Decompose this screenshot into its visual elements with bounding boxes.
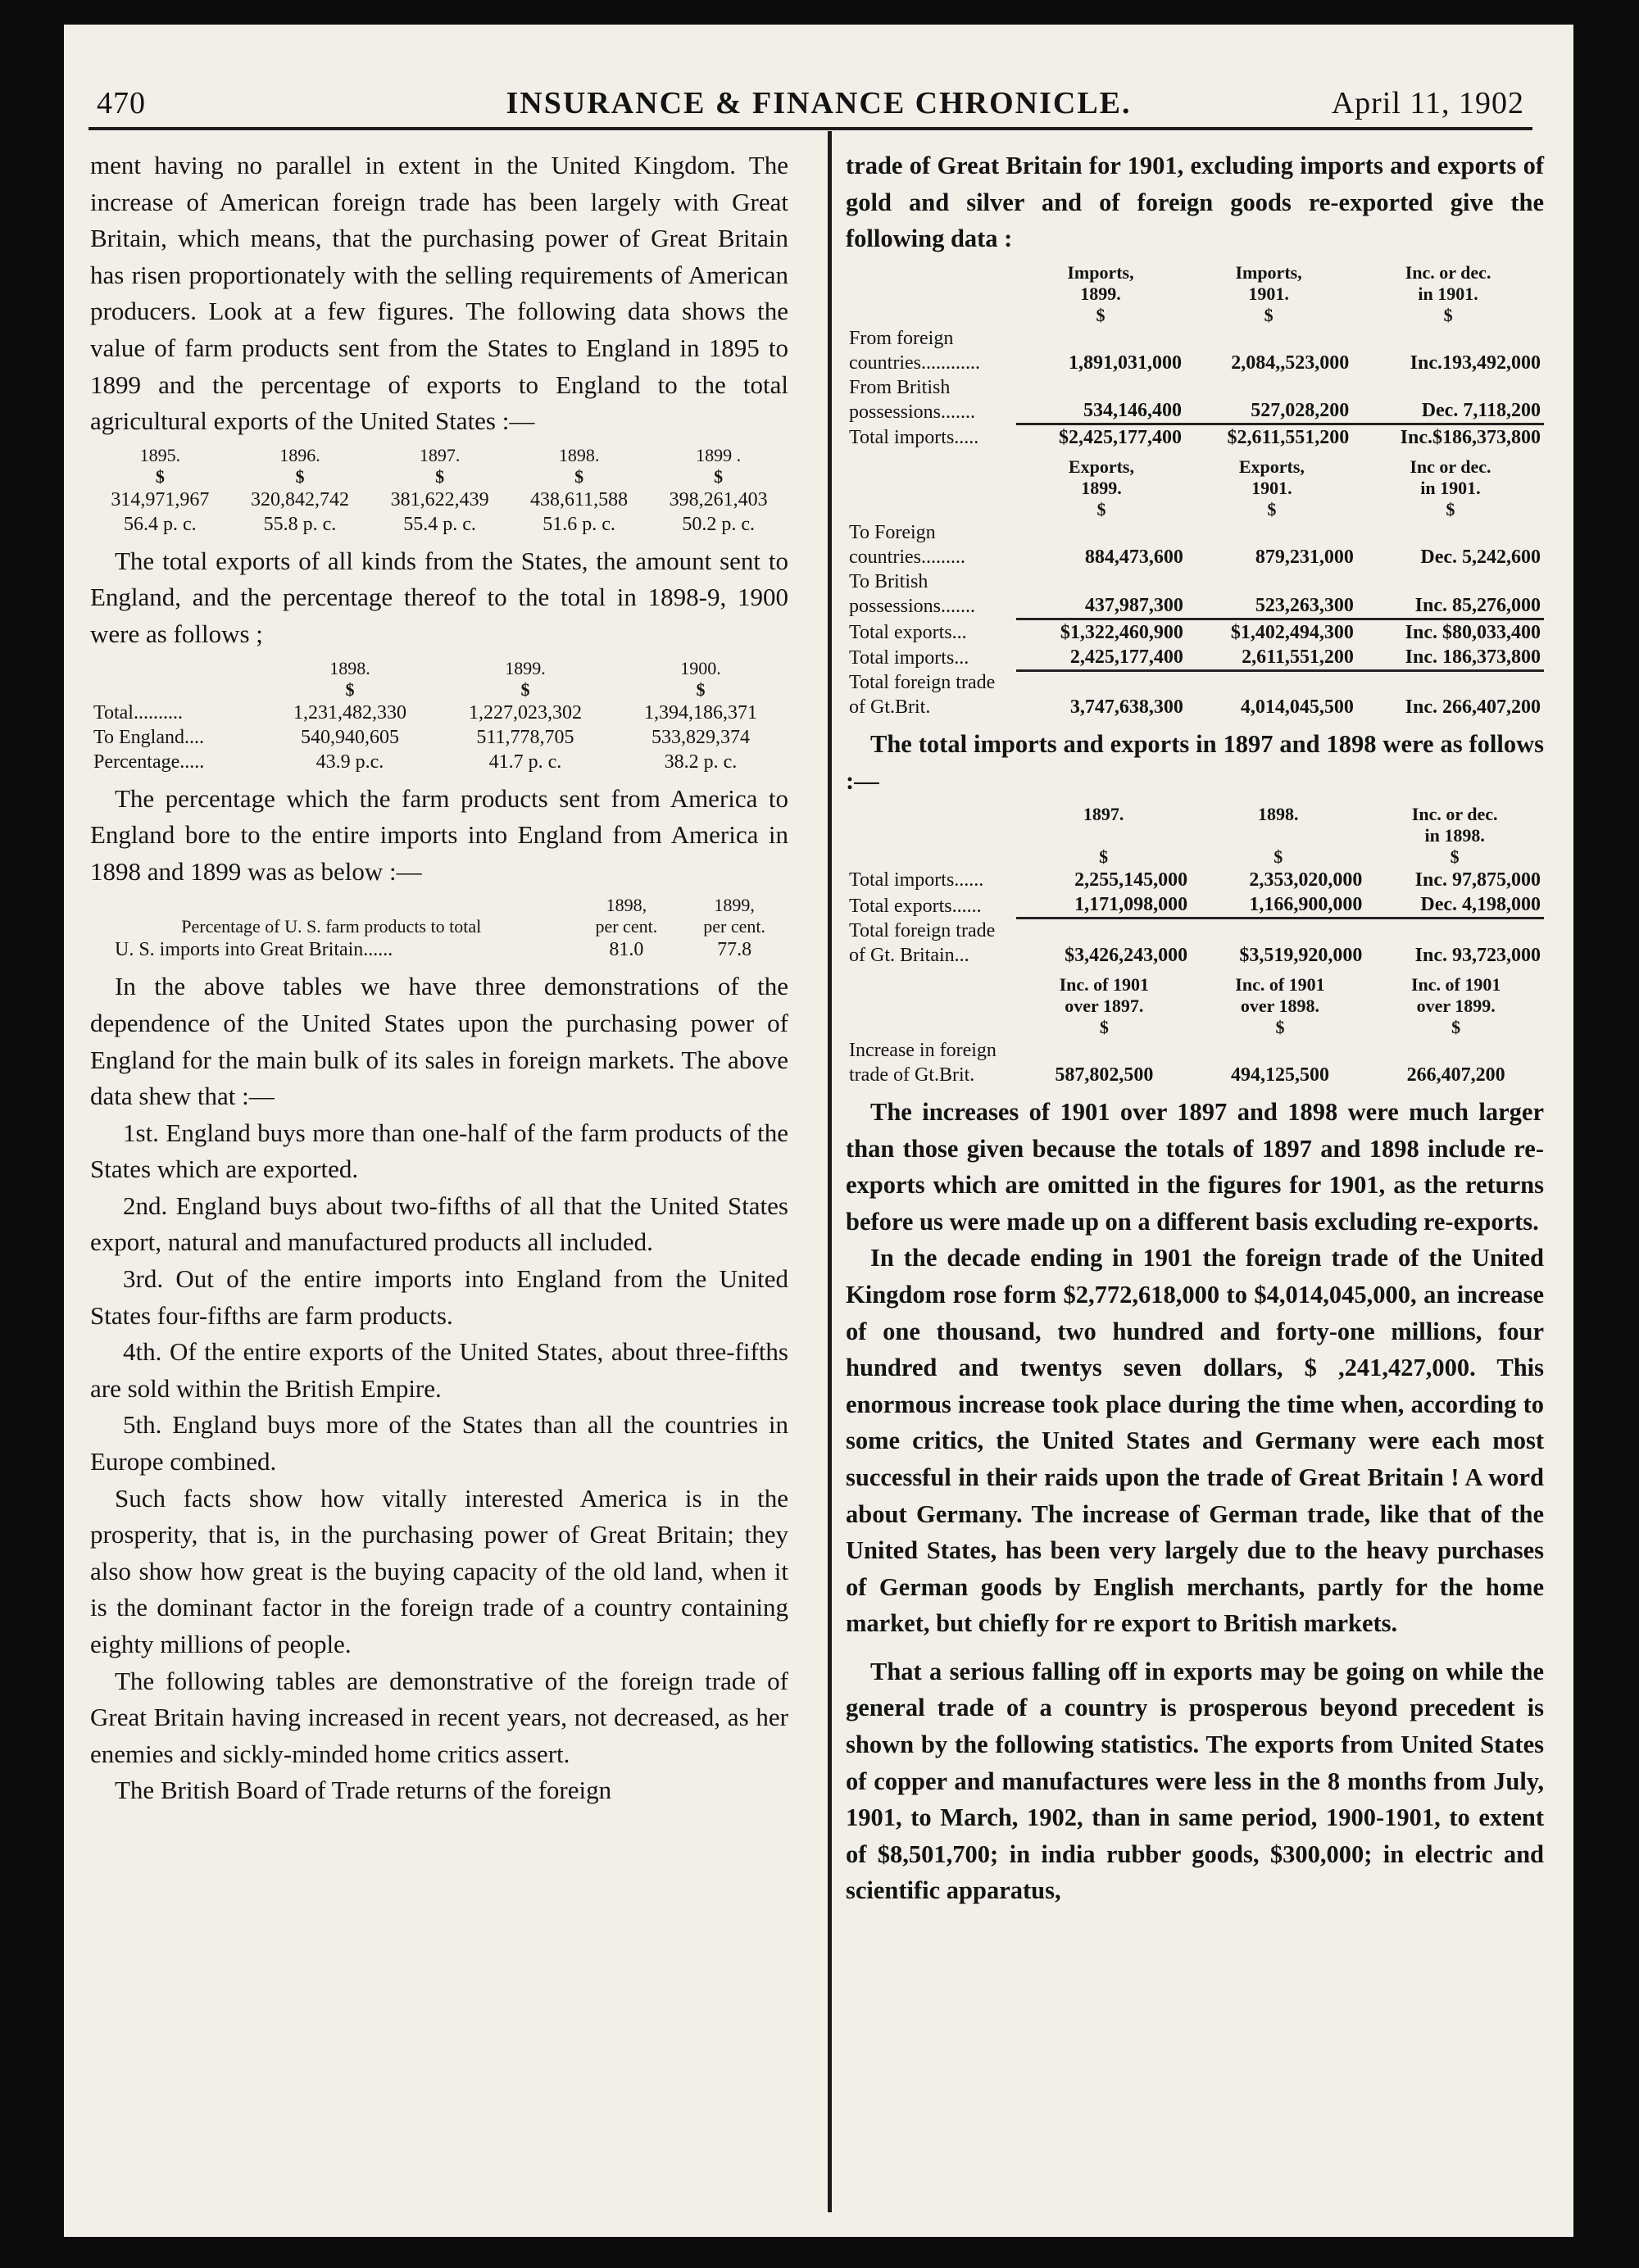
- row-label: From British possessions.......: [849, 376, 976, 423]
- dollar-sign: $: [1275, 1016, 1285, 1037]
- table-cell: Inc. $80,033,400: [1357, 619, 1544, 645]
- table-cell: 56.4 p. c.: [123, 513, 197, 535]
- table-row: [846, 645, 1544, 671]
- table-cell: 527,028,200: [1251, 400, 1350, 422]
- header-rule: [89, 127, 1532, 130]
- table-row: [90, 725, 788, 750]
- table-header: 1900.: [680, 657, 721, 678]
- paragraph: The increases of 1901 over 1897 and 1898 were much larger than those given because the totals of 1897 and 1898 include re-exports which are omitted in the figures for 1901, as the returns before us were made up on a different basis excluding re-exports.: [846, 1097, 1544, 1236]
- table-cell: 533,829,374: [651, 726, 750, 748]
- paragraph: Such facts show how vitally interested America is in the prosperity, that is, in the purchasing power of Great Britain; they also show how great is the buying capacity of the old land, when it is the dominant factor in the foreign trade of a country containing eighty millions of people.: [90, 1483, 788, 1658]
- farm-percentage-table: [90, 895, 788, 962]
- table-cell: 540,940,605: [300, 726, 399, 748]
- issue-date: April 11, 1902: [1331, 86, 1524, 120]
- table-header: 1897.: [419, 444, 461, 465]
- table-row: [90, 750, 788, 774]
- list-item: 1st. England buys more than one-half of the farm products of the States which are exported.: [90, 1118, 788, 1184]
- table-cell: 523,263,300: [1255, 594, 1354, 616]
- paragraph: The following tables are demonstrative of the foreign trade of Great Britain having increased in recent years, not decreased, as her enemies and sickly-minded home critics assert.: [90, 1666, 788, 1768]
- table-header: Inc. of 1901: [1059, 973, 1150, 995]
- table-header: 1898.: [329, 657, 370, 678]
- table-cell: Inc. 93,723,000: [1365, 919, 1544, 968]
- table-row: [846, 868, 1544, 892]
- dollar-sign: $: [345, 678, 355, 700]
- dollar-sign: $: [295, 465, 305, 487]
- dollar-sign: $: [1267, 499, 1277, 520]
- paragraph: trade of Great Britain for 1901, excluding imports and exports of gold and silver and of foreign goods re-exported give the following data :: [846, 152, 1544, 253]
- table-cell: 81.0: [609, 939, 644, 961]
- row-label: Total exports......: [849, 895, 982, 917]
- row-label: To British possessions.......: [849, 571, 976, 618]
- column-divider: [828, 131, 832, 2212]
- list-item: 5th. England buys more of the States than all the countries in Europe combined.: [90, 1410, 788, 1476]
- row-label: Total foreign trade of Gt.Brit.: [849, 672, 996, 719]
- dollar-sign: $: [574, 465, 584, 487]
- table-cell: 1,231,482,330: [293, 701, 406, 723]
- list-item: 2nd. England buys about two-fifths of all that the United States export, natural and manufactured products all included.: [90, 1191, 788, 1257]
- table-cell: 77.8: [717, 939, 752, 961]
- table-cell: 50.2 p. c.: [682, 513, 755, 535]
- table-row: [846, 919, 1544, 968]
- table-header: 1901.: [1251, 478, 1292, 499]
- table-cell: 2,353,020,000: [1249, 869, 1363, 891]
- table-row: [846, 424, 1544, 451]
- row-label: Total exports...: [849, 621, 967, 643]
- table-header: 1896.: [279, 444, 320, 465]
- table-row: [846, 520, 1544, 569]
- table-cell: 3,747,638,300: [1016, 670, 1187, 719]
- table-cell: $1,322,460,900: [1016, 619, 1187, 645]
- table-header: in 1901.: [1418, 283, 1478, 304]
- table-cell: Dec. 5,242,600: [1420, 547, 1541, 569]
- dollar-sign: $: [1274, 846, 1283, 868]
- dollar-sign: $: [1450, 846, 1460, 868]
- table-cell: Inc.$186,373,800: [1352, 424, 1544, 451]
- table-header: 1899.: [1080, 283, 1121, 304]
- table-cell: 55.4 p. c.: [403, 513, 476, 535]
- table-header: 1901.: [1248, 283, 1289, 304]
- dollar-sign: $: [1099, 1016, 1109, 1037]
- table-row: [846, 326, 1544, 375]
- dollar-sign: $: [155, 465, 165, 487]
- row-label: Total imports...: [849, 647, 969, 669]
- table-cell: 1,171,098,000: [1074, 894, 1188, 916]
- table-header: Imports,: [1235, 261, 1302, 283]
- row-label: Total imports......: [849, 869, 984, 891]
- table-cell: $3,519,920,000: [1191, 919, 1365, 968]
- table-row: [846, 892, 1544, 919]
- table-cell: 534,146,400: [1083, 400, 1182, 422]
- table-cell: Inc. 266,407,200: [1357, 670, 1544, 719]
- table-header: over 1899.: [1416, 995, 1496, 1016]
- paragraph: In the above tables we have three demonstrations of the dependence of the United States upon the purchasing power of England for the main bulk of its sales in foreign markets. The above data shew that :—: [90, 972, 788, 1111]
- row-label: Total foreign trade of Gt. Britain...: [849, 919, 996, 966]
- left-column: [90, 147, 788, 2212]
- table-header: 1898.: [1257, 804, 1299, 825]
- dollar-sign: $: [1096, 304, 1106, 325]
- paragraph: The British Board of Trade returns of the foreign: [115, 1776, 612, 1805]
- row-label: From foreign countries............: [849, 327, 980, 374]
- table-header: 1895.: [139, 444, 181, 465]
- paragraph: The total exports of all kinds from the States, the amount sent to England, and the percentage thereof to the total in 1898-9, 1900 were as follows ;: [90, 546, 788, 648]
- table-header: 1898,: [606, 895, 647, 916]
- row-label: Percentage of U. S. farm products to total: [181, 916, 482, 937]
- table-cell: 266,407,200: [1406, 1064, 1505, 1086]
- dollar-sign: $: [1446, 499, 1455, 520]
- exports-table: [846, 456, 1544, 719]
- list-item: 4th. Of the entire exports of the United States, about three-fifths are sold within the British Empire.: [90, 1337, 788, 1403]
- table-cell: 1,166,900,000: [1249, 894, 1363, 916]
- paragraph: The total imports and exports in 1897 and 1898 were as follows :—: [846, 730, 1544, 795]
- table-cell: Dec. 7,118,200: [1421, 400, 1541, 422]
- table-header: 1899,: [714, 895, 755, 916]
- table-cell: 38.2 p. c.: [664, 751, 738, 773]
- table-cell: $1,402,494,300: [1187, 619, 1357, 645]
- table-header: Inc. of 1901: [1235, 973, 1325, 995]
- table-cell: Dec. 4,198,000: [1420, 894, 1541, 916]
- table-row: [846, 375, 1544, 424]
- table-header: Imports,: [1067, 261, 1134, 283]
- row-label: Total imports.....: [849, 427, 979, 449]
- table-header: per cent.: [595, 916, 658, 937]
- dollar-sign: $: [520, 678, 530, 700]
- table-cell: 511,778,705: [476, 726, 574, 748]
- dollar-sign: $: [696, 678, 706, 700]
- dollar-sign: $: [1451, 1016, 1461, 1037]
- dollar-sign: $: [1099, 846, 1109, 868]
- table-row: [846, 1038, 1544, 1087]
- table-header: per cent.: [703, 916, 765, 937]
- table-cell: 884,473,600: [1084, 547, 1183, 569]
- table-header: Inc or dec.: [1410, 456, 1491, 478]
- table-header: in 1901.: [1420, 478, 1481, 499]
- right-column: [846, 147, 1544, 2212]
- row-label: Total..........: [93, 701, 183, 723]
- table-cell: 55.8 p. c.: [263, 513, 337, 535]
- table-cell: Inc. 97,875,000: [1414, 869, 1541, 891]
- table-cell: $3,426,243,000: [1016, 919, 1191, 968]
- table-header: Inc. or dec.: [1411, 804, 1498, 825]
- farm-exports-table: [90, 445, 788, 537]
- paragraph: ment having no parallel in extent in the United Kingdom. The increase of American foreign trade has been largely with Great Britain, which means, that the purchasing power of Great Britain has risen proportionately with the selling requirements of American producers. Look at a few figures. The following data shows the value of farm products sent from the States to England in 1895 to 1899 and the percentage of exports to England to the total agricultural exports of the United States :—: [90, 151, 788, 436]
- paragraph: In the decade ending in 1901 the foreign trade of the United Kingdom rose form $2,772,618,000 to $4,014,045,000, an increase of one thousand, two hundred and forty-one millions, four hundred and twentys seven dollars, $ ,241,427,000. This enormous increase took place during the time when, according to some critics, the United States and Germany were each most successful in their raids upon the trade of Great Britain ! A word about Germany. The increase of German trade, like that of the United States, has been very largely due to the heavy purchases of German goods by English merchants, partly for the home market, but chiefly for re export to British markets.: [846, 1244, 1544, 1638]
- table-cell: 2,611,551,200: [1242, 646, 1354, 668]
- table-cell: 879,231,000: [1255, 547, 1354, 569]
- table-cell: Inc. 85,276,000: [1414, 594, 1541, 616]
- list-item: 3rd. Out of the entire imports into England from the United States four-fifths are farm products.: [90, 1264, 788, 1330]
- row-label: U. S. imports into Great Britain......: [115, 939, 393, 961]
- table-row: [846, 619, 1544, 645]
- increase-table: [846, 974, 1544, 1087]
- row-label: To Foreign countries.........: [849, 522, 965, 569]
- table-cell: 2,255,145,000: [1074, 869, 1188, 891]
- table-header: Exports,: [1068, 456, 1134, 478]
- table-cell: 398,261,403: [669, 488, 768, 510]
- table-header: 1899 .: [696, 444, 742, 465]
- table-cell: 2,084,,523,000: [1231, 352, 1350, 374]
- table-cell: 1,891,031,000: [1068, 352, 1182, 374]
- newspaper-page: [64, 25, 1573, 2237]
- table-header: over 1897.: [1065, 995, 1144, 1016]
- table-header: [1191, 825, 1365, 846]
- table-cell: 381,622,439: [390, 488, 489, 510]
- page-number: 470: [97, 86, 146, 120]
- table-cell: $2,425,177,400: [1016, 424, 1185, 451]
- table-cell: 1,394,186,371: [643, 701, 757, 723]
- table-row: [846, 670, 1544, 719]
- trade-1897-1898-table: [846, 804, 1544, 968]
- row-label: Percentage.....: [93, 751, 205, 773]
- table-header: in 1898.: [1424, 825, 1485, 846]
- dollar-sign: $: [1096, 499, 1106, 520]
- table-header: over 1898.: [1240, 995, 1320, 1016]
- table-header: Inc. or dec.: [1405, 261, 1491, 283]
- table-header: Inc. of 1901: [1410, 973, 1501, 995]
- dollar-sign: $: [1264, 304, 1274, 325]
- paragraph: That a serious falling off in exports may be going on while the general trade of a country is prosperous beyond precedent is shown by the following statistics. The exports from United States of copper and manufactures were less in the 8 months from July, 1901, to March, 1902, than in same period, 1900-1901, to extent of $8,501,700; in india rubber goods, $300,000; in electric and scientific apparatus,: [846, 1657, 1544, 1905]
- table-cell: Inc. 186,373,800: [1405, 646, 1541, 668]
- table-cell: 437,987,300: [1084, 594, 1183, 616]
- table-cell: 41.7 p. c.: [488, 751, 562, 773]
- table-cell: 2,425,177,400: [1069, 646, 1183, 668]
- table-header: 1898.: [558, 444, 600, 465]
- table-cell: 4,014,045,500: [1187, 670, 1357, 719]
- journal-title: INSURANCE & FINANCE CHRONICLE.: [506, 86, 1132, 120]
- dollar-sign: $: [435, 465, 445, 487]
- table-cell: $2,611,551,200: [1185, 424, 1352, 451]
- table-cell: 43.9 p.c.: [316, 751, 384, 773]
- table-cell: 314,971,967: [111, 488, 210, 510]
- table-header: 1897.: [1083, 804, 1124, 825]
- table-row: [846, 569, 1544, 619]
- row-label: Increase in foreign trade of Gt.Brit.: [849, 1039, 997, 1086]
- row-label: To England....: [93, 726, 204, 748]
- paragraph: The percentage which the farm products sent from America to England bore to the entire imports into England from America in 1898 and 1899 was as below :—: [90, 783, 788, 886]
- dollar-sign: $: [1443, 304, 1453, 325]
- table-row: [90, 701, 788, 725]
- table-cell: 587,802,500: [1055, 1064, 1154, 1086]
- table-cell: 1,227,023,302: [468, 701, 582, 723]
- imports-table: [846, 262, 1544, 451]
- table-cell: 438,611,588: [530, 488, 629, 510]
- page-header: [64, 49, 1573, 120]
- table-header: Exports,: [1238, 456, 1305, 478]
- table-header: [1016, 825, 1191, 846]
- total-exports-table: [90, 658, 788, 774]
- table-cell: 320,842,742: [250, 488, 349, 510]
- table-header: 1899.: [505, 657, 546, 678]
- table-cell: 494,125,500: [1230, 1064, 1329, 1086]
- table-header: 1899.: [1081, 478, 1122, 499]
- dollar-sign: $: [714, 465, 724, 487]
- table-cell: Inc.193,492,000: [1410, 352, 1541, 374]
- table-cell: 51.6 p. c.: [543, 513, 615, 535]
